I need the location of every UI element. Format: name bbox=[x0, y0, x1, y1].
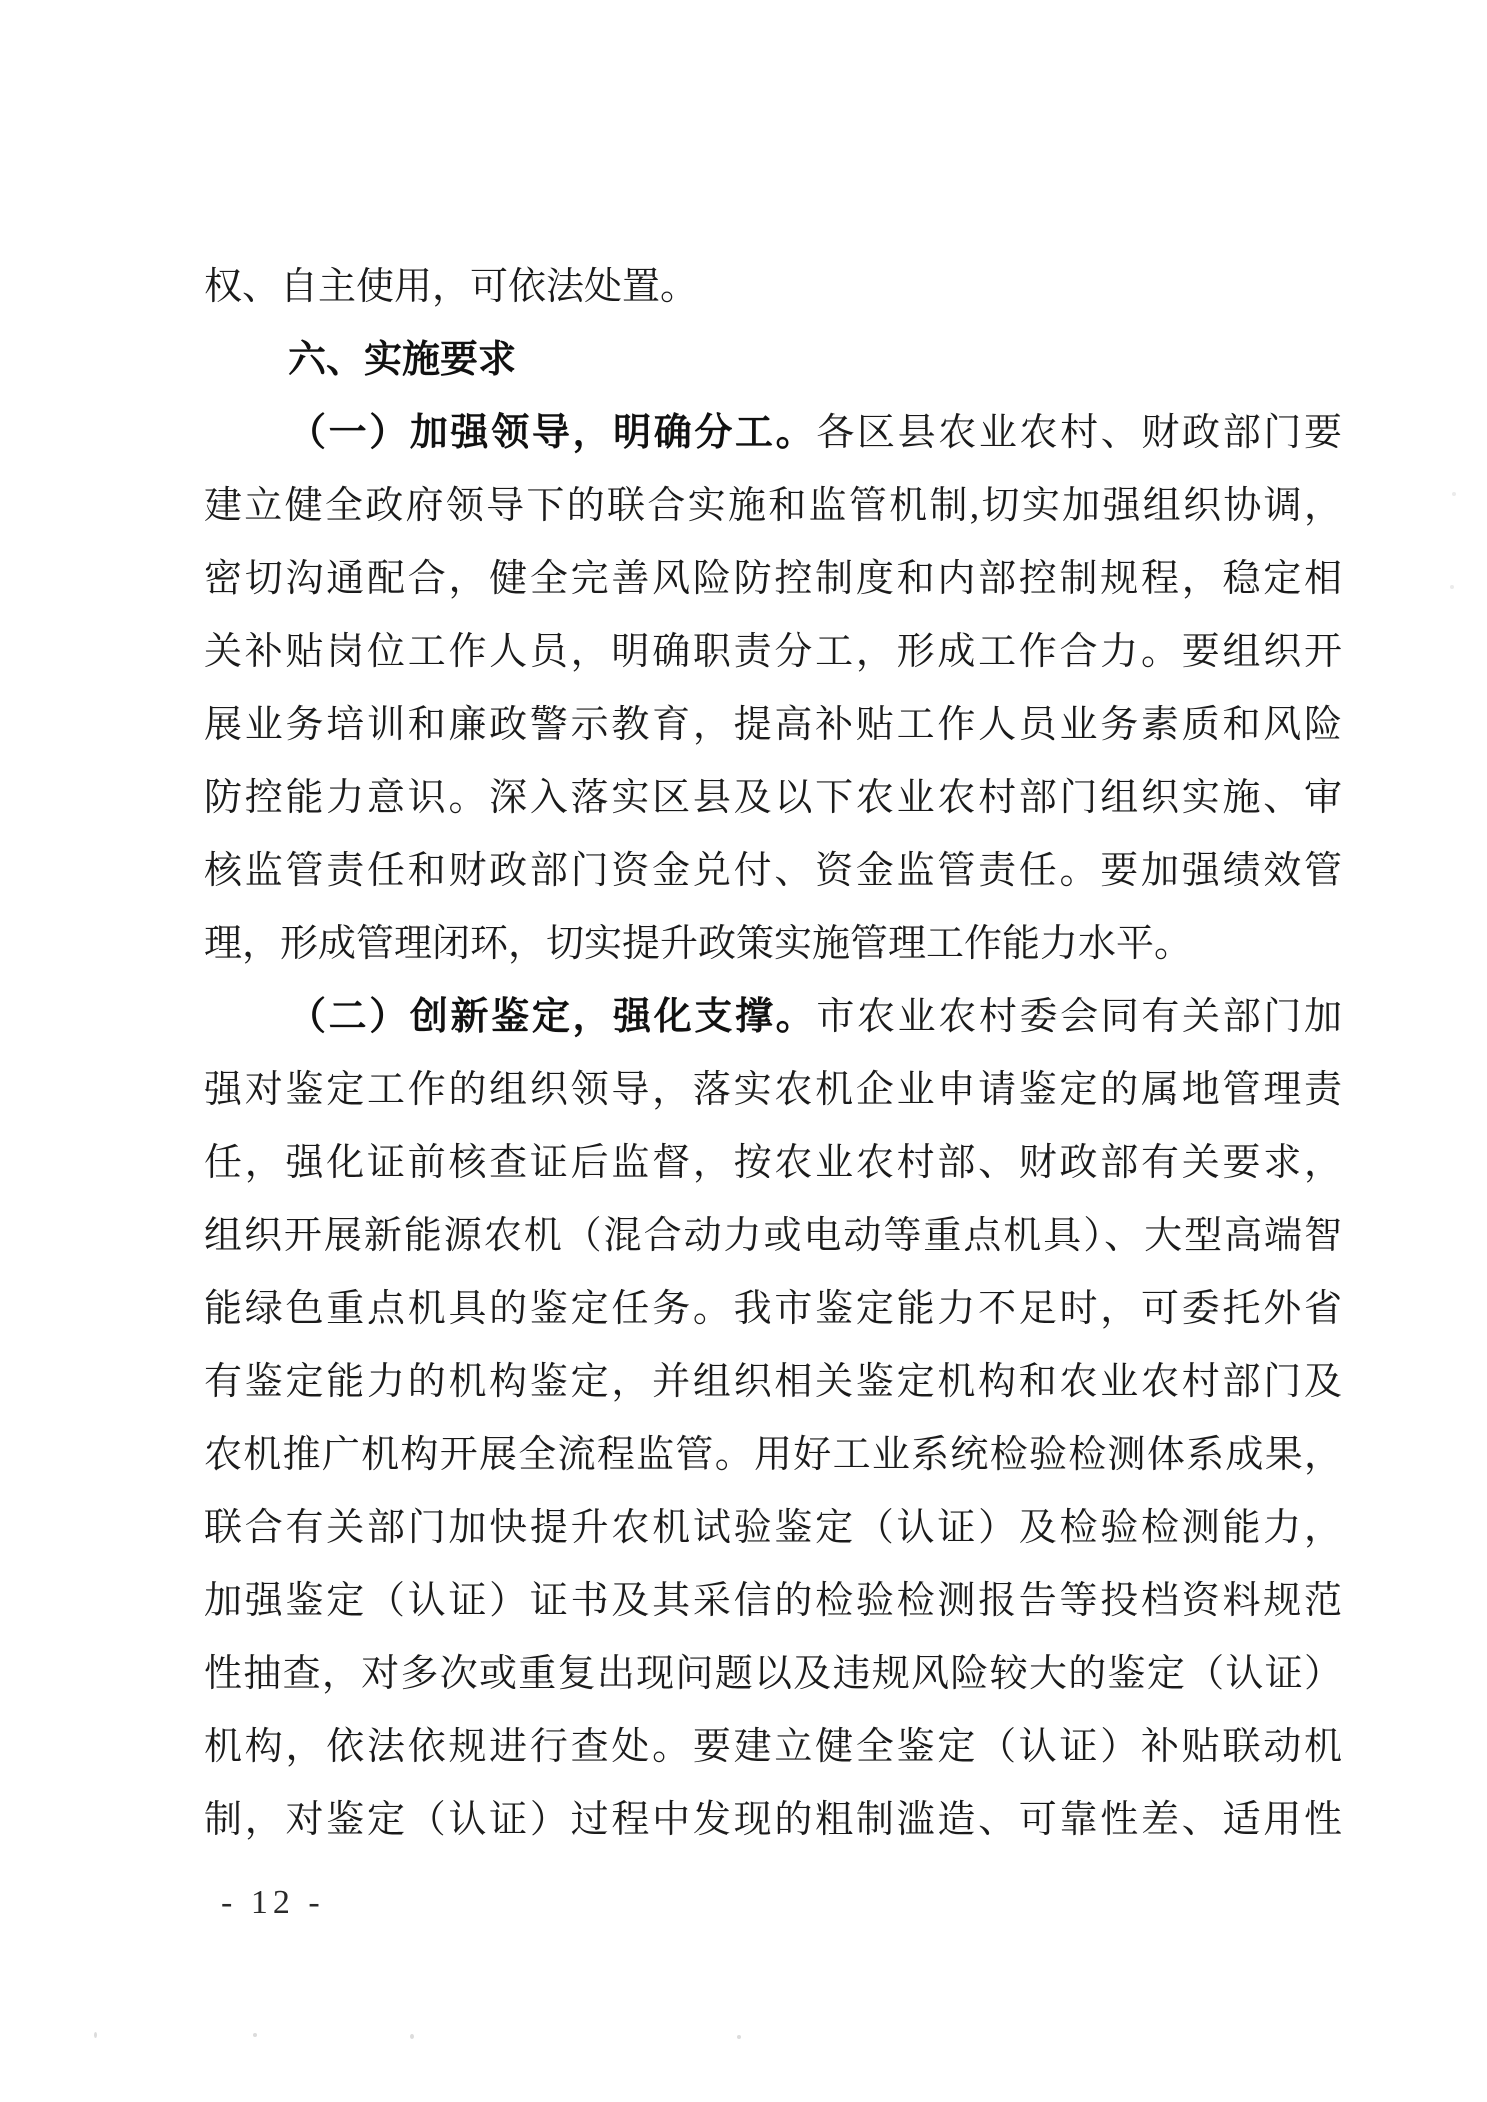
body-text: 市农业农村委会同有关部门加 bbox=[816, 996, 1342, 1038]
document-body bbox=[204, 251, 1342, 1857]
scan-speck bbox=[253, 2033, 257, 2037]
emphasis-text: （一）加强领导，明确分工。 bbox=[288, 412, 817, 454]
body-text: 性抽查，对多次或重复出现问题以及违规风险较大的鉴定（认证） bbox=[204, 1653, 1342, 1695]
body-text: 防控能力意识。深入落实区县及以下农业农村部门组织实施、审 bbox=[204, 777, 1342, 819]
body-text: 权、自主使用，可依法处置。 bbox=[204, 266, 699, 308]
text-line bbox=[204, 1419, 1342, 1492]
text-line bbox=[204, 1711, 1342, 1784]
emphasis-text: （二）创新鉴定，强化支撑。 bbox=[288, 996, 817, 1038]
text-line bbox=[204, 689, 1342, 762]
text-line bbox=[204, 1638, 1342, 1711]
text-line bbox=[204, 1784, 1342, 1857]
text-line bbox=[204, 470, 1342, 543]
text-line bbox=[204, 397, 1342, 470]
text-line bbox=[204, 908, 1342, 981]
body-text: 展业务培训和廉政警示教育，提高补贴工作人员业务素质和风险 bbox=[204, 704, 1342, 746]
body-text: 关补贴岗位工作人员，明确职责分工，形成工作合力。要组织开 bbox=[204, 631, 1342, 673]
text-line bbox=[204, 1054, 1342, 1127]
scan-speck bbox=[1450, 585, 1454, 589]
text-line bbox=[204, 1127, 1342, 1200]
scan-speck bbox=[737, 2035, 741, 2039]
text-line bbox=[204, 1492, 1342, 1565]
body-text: 密切沟通配合，健全完善风险防控制度和内部控制规程，稳定相 bbox=[204, 558, 1342, 600]
body-text: 农机推广机构开展全流程监管。用好工业系统检验检测体系成果， bbox=[204, 1434, 1342, 1476]
body-text: 组织开展新能源农机（混合动力或电动等重点机具）、大型高端智 bbox=[204, 1215, 1342, 1257]
body-text: 有鉴定能力的机构鉴定，并组织相关鉴定机构和农业农村部门及 bbox=[204, 1361, 1342, 1403]
body-text: 加强鉴定（认证）证书及其采信的检验检测报告等投档资料规范 bbox=[204, 1580, 1342, 1622]
scan-speck bbox=[410, 2034, 414, 2039]
body-text: 能绿色重点机具的鉴定任务。我市鉴定能力不足时，可委托外省 bbox=[204, 1288, 1342, 1330]
scan-speck bbox=[94, 2032, 97, 2038]
text-line bbox=[204, 981, 1342, 1054]
text-line bbox=[204, 835, 1342, 908]
text-line bbox=[204, 1346, 1342, 1419]
body-text: 强对鉴定工作的组织领导，落实农机企业申请鉴定的属地管理责 bbox=[204, 1069, 1342, 1111]
section-heading bbox=[204, 324, 1342, 397]
body-text: 机构，依法依规进行查处。要建立健全鉴定（认证）补贴联动机 bbox=[204, 1726, 1342, 1768]
body-text: 各区县农业农村、财政部门要 bbox=[816, 412, 1342, 454]
text-line bbox=[204, 616, 1342, 689]
body-text: 建立健全政府领导下的联合实施和监管机制,切实加强组织协调， bbox=[204, 485, 1342, 527]
text-line bbox=[204, 251, 1342, 324]
body-text: 核监管责任和财政部门资金兑付、资金监管责任。要加强绩效管 bbox=[204, 850, 1342, 892]
text-line bbox=[204, 543, 1342, 616]
body-text: 制，对鉴定（认证）过程中发现的粗制滥造、可靠性差、适用性 bbox=[204, 1799, 1342, 1841]
text-line bbox=[204, 1565, 1342, 1638]
text-line bbox=[204, 1273, 1342, 1346]
body-text: 联合有关部门加快提升农机试验鉴定（认证）及检验检测能力， bbox=[204, 1507, 1342, 1549]
body-text: 理，形成管理闭环，切实提升政策实施管理工作能力水平。 bbox=[204, 923, 1193, 965]
scan-speck bbox=[1452, 492, 1456, 496]
body-text: 任，强化证前核查证后监督，按农业农村部、财政部有关要求， bbox=[204, 1142, 1342, 1184]
text-line bbox=[204, 1200, 1342, 1273]
emphasis-text: 六、实施要求 bbox=[288, 339, 517, 381]
text-line bbox=[204, 762, 1342, 835]
page-number: - 12 - bbox=[221, 1884, 325, 1921]
